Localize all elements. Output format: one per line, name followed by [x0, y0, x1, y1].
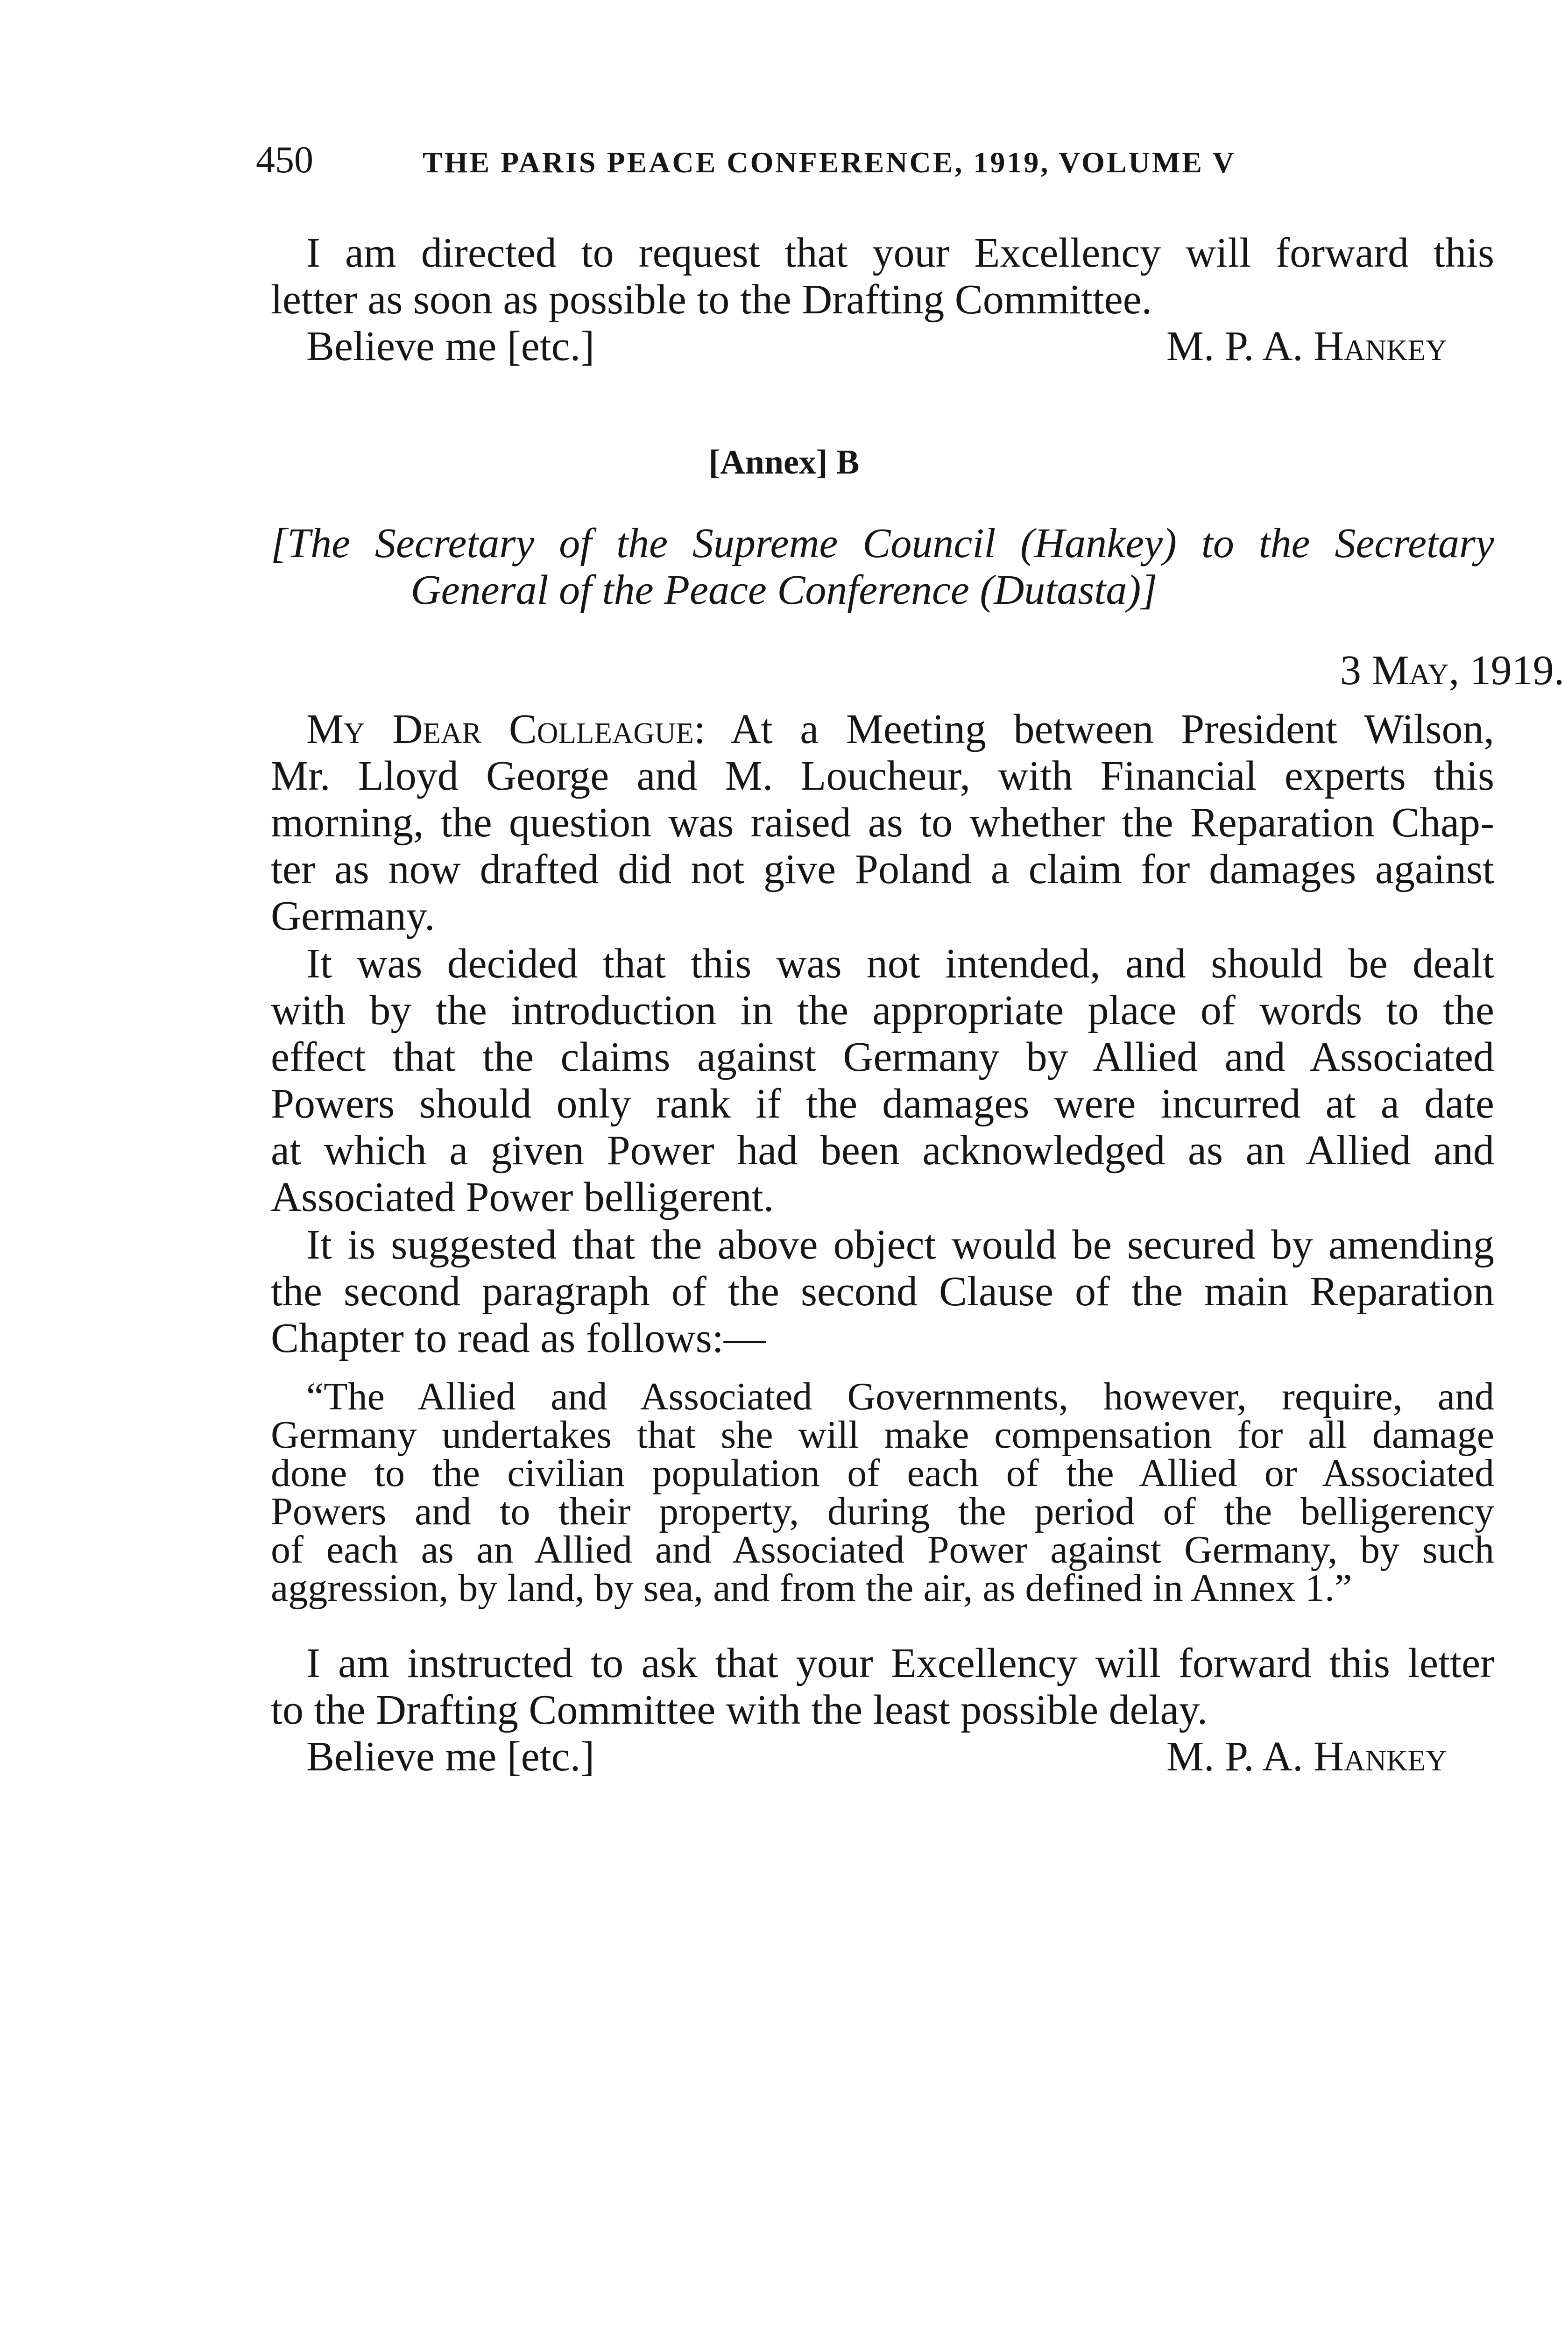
text-line: of each as an Allied and Associated Power against Germany, by such	[271, 1528, 1494, 1571]
text-line: Powers should only rank if the damages were incurred at a date	[271, 1081, 1494, 1127]
quotation-block	[271, 1375, 1494, 1610]
text-line: Chapter to read as follows:—	[271, 1315, 766, 1361]
text-line	[271, 706, 1494, 753]
previous-letter-closing: Believe me [etc.]	[306, 323, 595, 369]
letter-signature	[1166, 1734, 1447, 1780]
paragraph-1	[271, 706, 1494, 940]
annex-subject-line-1: [The Secretary of the Supreme Council (Hankey) to the Secretary	[271, 520, 1494, 566]
text-line: morning, the question was raised as to whether the Reparation Chap-	[271, 800, 1494, 846]
text-line: ter as now drafted did not give Poland a claim for damages against	[271, 846, 1494, 892]
text-line: Associated Power belligerent.	[271, 1174, 774, 1220]
text-line: I am directed to request that your Excellency will forward this	[306, 230, 1494, 276]
text-line: Germany.	[271, 893, 435, 939]
text-line: effect that the claims against Germany by Allied and Associated	[271, 1034, 1494, 1080]
text-line: Mr. Lloyd George and M. Loucheur, with Financial experts this	[271, 753, 1494, 799]
text-line: to the Drafting Committee with the least possible delay.	[271, 1687, 1208, 1733]
letter-closing: Believe me [etc.]	[306, 1734, 595, 1780]
text-line: Germany undertakes that she will make compensation for all damage	[271, 1413, 1494, 1457]
text-line: at which a given Power had been acknowledged as an Allied and	[271, 1127, 1494, 1174]
paragraph-2	[271, 941, 1494, 1221]
signature-initials: M. P. A.	[1166, 323, 1303, 369]
date-year: , 1919.	[1448, 647, 1565, 693]
signature-name: Hankey	[1314, 323, 1447, 369]
annex-subject-line-2: General of the Peace Conference (Dutasta)]	[410, 567, 1158, 613]
signature-name: Hankey	[1314, 1734, 1447, 1780]
signature-initials: M. P. A.	[1166, 1734, 1303, 1780]
text-line: the second paragraph of the second Clause of the main Reparation	[271, 1268, 1494, 1315]
text-line: “The Allied and Associated Governments, however, require, and	[306, 1375, 1494, 1418]
text-line: letter as soon as possible to the Drafting Committee.	[271, 276, 1152, 323]
text-line: Powers and to their property, during the period of the belligerency	[271, 1490, 1494, 1533]
previous-letter-body	[271, 230, 1494, 323]
text-line: aggression, by land, by sea, and from the air, as defined in Annex 1.”	[271, 1566, 1352, 1610]
text-fragment: At a Meeting between President Wilson,	[730, 706, 1494, 752]
text-line: It is suggested that the above object would be secured by amending	[306, 1222, 1494, 1268]
text-line: I am instructed to ask that your Excellency will forward this letter	[306, 1640, 1494, 1686]
date-month: May	[1371, 647, 1449, 693]
date-day: 3	[1340, 647, 1361, 693]
previous-letter-signature	[1166, 323, 1447, 370]
annex-heading: [Annex] B	[708, 443, 860, 481]
text-line: with by the introduction in the appropriate place of words to the	[271, 987, 1494, 1033]
text-line: done to the civilian population of each of the Allied or Associated	[271, 1451, 1494, 1495]
running-head: THE PARIS PEACE CONFERENCE, 1919, VOLUME V	[423, 146, 1236, 179]
letter-date	[1340, 647, 1565, 694]
text-line: It was decided that this was not intended, and should be dealt	[306, 941, 1494, 987]
paragraph-4	[271, 1640, 1494, 1734]
page-number: 450	[256, 138, 313, 181]
paragraph-3	[271, 1222, 1494, 1362]
salutation: My Dear Colleague:	[306, 706, 706, 752]
